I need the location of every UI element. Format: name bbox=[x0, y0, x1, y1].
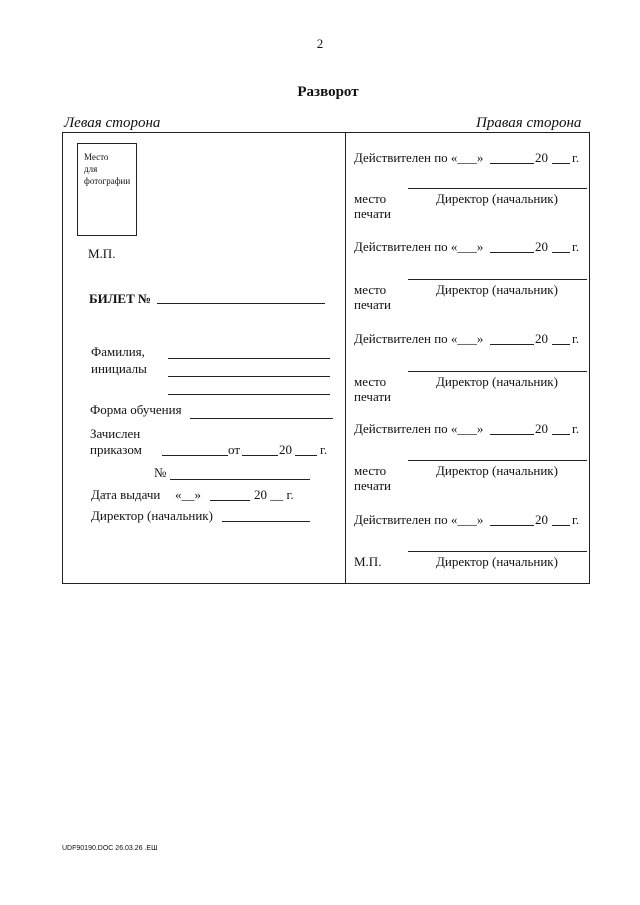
surname-line-3[interactable] bbox=[168, 394, 330, 395]
signature-line-3[interactable] bbox=[408, 371, 587, 372]
order-line[interactable] bbox=[162, 455, 228, 456]
valid-month-line-5[interactable] bbox=[490, 525, 534, 526]
valid-year-2: 20 bbox=[535, 239, 548, 254]
valid-month-line-3[interactable] bbox=[490, 344, 534, 345]
stamp-label-2a: место bbox=[354, 282, 387, 297]
director-label-left: Директор (начальник) bbox=[91, 508, 213, 523]
issue-date-year: 20 __ г. bbox=[254, 487, 294, 502]
valid-year-3: 20 bbox=[535, 331, 548, 346]
valid-until-4: Действителен по «___» bbox=[354, 421, 484, 436]
order-year-line[interactable] bbox=[295, 455, 317, 456]
valid-year-line-1[interactable] bbox=[552, 163, 570, 164]
director-label-3: Директор (начальник) bbox=[436, 374, 558, 389]
director-label-2: Директор (начальник) bbox=[436, 282, 558, 297]
stamp-label-4a: место bbox=[354, 463, 387, 478]
stamp-label-1b: печати bbox=[354, 206, 392, 221]
valid-year-4: 20 bbox=[535, 421, 548, 436]
issue-date-quote: «__» bbox=[175, 487, 201, 502]
valid-year-line-3[interactable] bbox=[552, 344, 570, 345]
stamp-label-1a: место bbox=[354, 191, 387, 206]
valid-suffix-2: г. bbox=[572, 239, 580, 254]
valid-year-1: 20 bbox=[535, 150, 548, 165]
order-number-line[interactable] bbox=[170, 479, 310, 480]
page-title: Разворот bbox=[297, 84, 359, 100]
order-year-label: 20 bbox=[279, 442, 292, 457]
surname-label-1: Фамилия, bbox=[91, 344, 145, 359]
order-date-line[interactable] bbox=[242, 455, 278, 456]
signature-line-2[interactable] bbox=[408, 279, 587, 280]
study-form-line[interactable] bbox=[190, 418, 333, 419]
ticket-label: БИЛЕТ № bbox=[89, 291, 152, 306]
card-divider bbox=[345, 132, 346, 584]
photo-text-1: Место bbox=[84, 152, 109, 162]
stamp-label-3b: печати bbox=[354, 389, 392, 404]
director-label-1: Директор (начальник) bbox=[436, 191, 558, 206]
page-number: 2 bbox=[316, 36, 324, 51]
valid-suffix-1: г. bbox=[572, 150, 580, 165]
valid-month-line-2[interactable] bbox=[490, 252, 534, 253]
director-signature-line-left[interactable] bbox=[222, 521, 310, 522]
surname-label-2: инициалы bbox=[91, 361, 147, 376]
stamp-label-2b: печати bbox=[354, 297, 392, 312]
valid-until-5: Действителен по «___» bbox=[354, 512, 484, 527]
photo-text-3: фотографии bbox=[84, 176, 131, 186]
signature-line-4[interactable] bbox=[408, 460, 587, 461]
ticket-number-line[interactable] bbox=[157, 303, 325, 304]
valid-until-2: Действителен по «___» bbox=[354, 239, 484, 254]
left-side-label: Левая сторона bbox=[64, 115, 161, 131]
footer-doc-id: UDF90190.DOC 26.03.26 .ЕШ bbox=[62, 845, 158, 852]
photo-text-2: для bbox=[84, 164, 98, 174]
issue-date-label: Дата выдачи bbox=[91, 487, 161, 502]
stamp-label-4b: печати bbox=[354, 478, 392, 493]
valid-suffix-4: г. bbox=[572, 421, 580, 436]
signature-line-5[interactable] bbox=[408, 551, 587, 552]
valid-suffix-5: г. bbox=[572, 512, 580, 527]
enrolled-label-1: Зачислен bbox=[90, 426, 141, 441]
valid-until-1: Действителен по «___» bbox=[354, 150, 484, 165]
director-label-4: Директор (начальник) bbox=[436, 463, 558, 478]
valid-year-line-4[interactable] bbox=[552, 434, 570, 435]
director-label-5: Директор (начальник) bbox=[436, 554, 558, 569]
photo-placeholder bbox=[77, 143, 137, 236]
stamp-place-left: М.П. bbox=[88, 246, 116, 261]
issue-date-line[interactable] bbox=[210, 500, 250, 501]
valid-suffix-3: г. bbox=[572, 331, 580, 346]
surname-line-1[interactable] bbox=[168, 358, 330, 359]
order-from-label: от bbox=[228, 442, 241, 457]
valid-month-line-4[interactable] bbox=[490, 434, 534, 435]
study-form-label: Форма обучения bbox=[90, 402, 182, 417]
order-number-sign: № bbox=[154, 465, 167, 480]
valid-year-line-5[interactable] bbox=[552, 525, 570, 526]
right-side-label: Правая сторона bbox=[476, 115, 582, 131]
valid-year-line-2[interactable] bbox=[552, 252, 570, 253]
stamp-label-5a: М.П. bbox=[354, 554, 382, 569]
order-year-suffix: г. bbox=[320, 442, 328, 457]
valid-month-line-1[interactable] bbox=[490, 163, 534, 164]
enrolled-label-2: приказом bbox=[90, 442, 142, 457]
valid-year-5: 20 bbox=[535, 512, 548, 527]
signature-line-1[interactable] bbox=[408, 188, 587, 189]
valid-until-3: Действителен по «___» bbox=[354, 331, 484, 346]
surname-line-2[interactable] bbox=[168, 376, 330, 377]
stamp-label-3a: место bbox=[354, 374, 387, 389]
